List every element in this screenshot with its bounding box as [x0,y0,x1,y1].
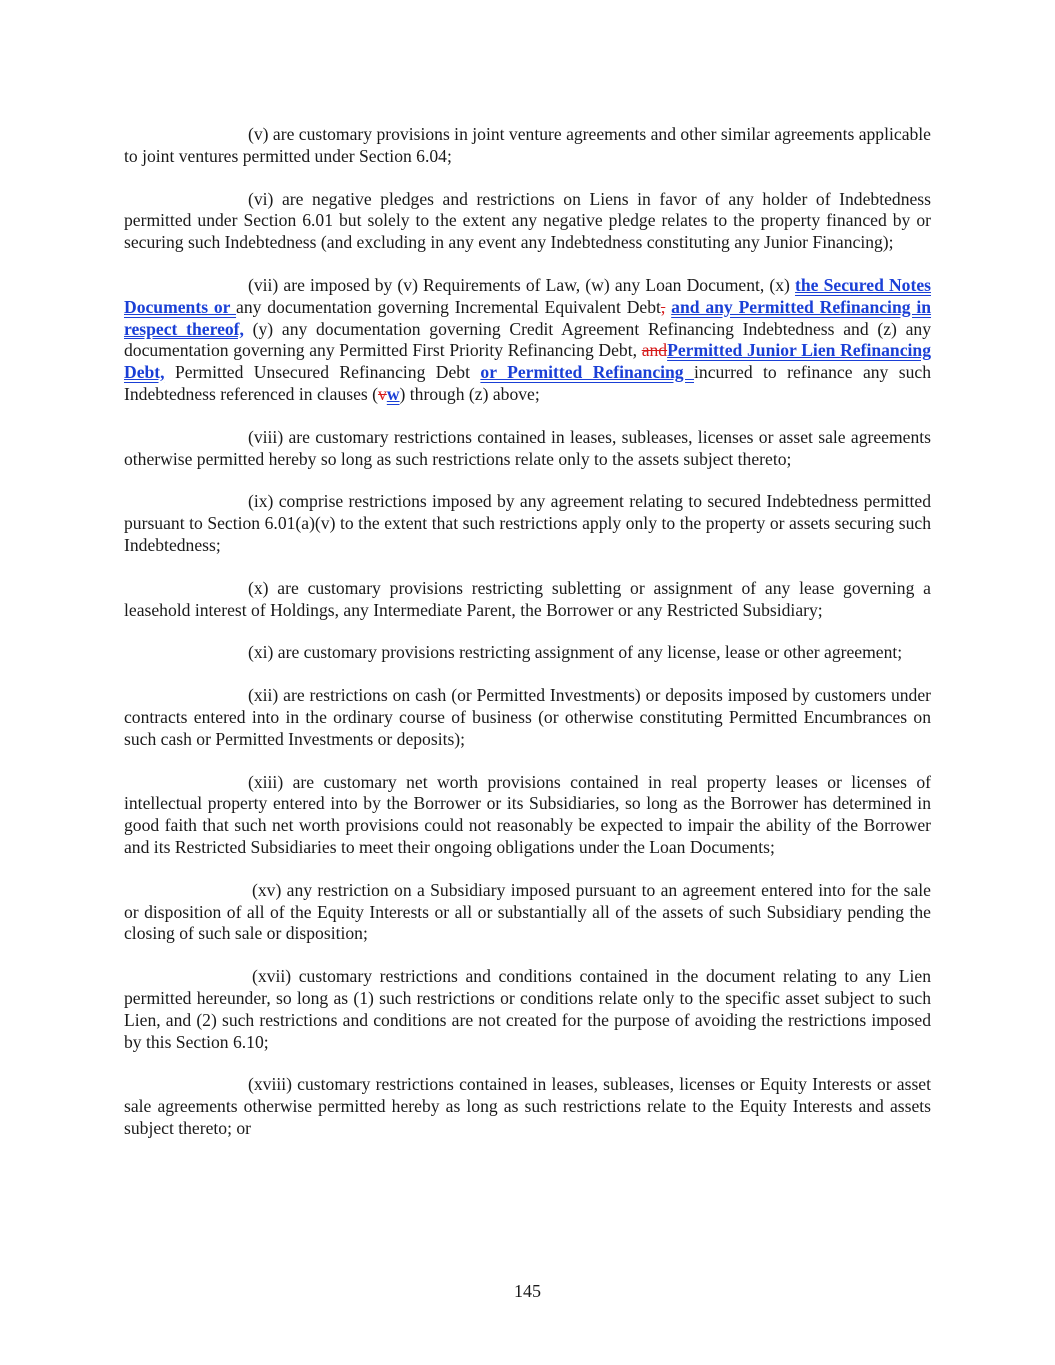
deleted-text: v [378,383,387,404]
paragraph-xvii [124,966,931,1053]
inserted-text: or Permitted Refinancing [480,362,695,383]
paragraph-text: (xvii) customary restrictions and conditions contained in the document relating to any Lien permitted hereunder, so long as (1) such restrictions or conditions relate only to the specific asset subject to such Lien, and (2) such restrictions and conditions are not created for the purpose of avoiding the restrictions imposed by this Section 6.10; [124,966,931,1052]
inserted-text: Permitted Junior Lien Refinancing Debt, [124,340,931,383]
page-number: 145 [514,1281,541,1301]
paragraph-xi [124,642,931,664]
paragraph-xiii [124,772,931,859]
paragraph-text: (xi) are customary provisions restricting assignment of any license, lease or other agreement; [248,642,903,663]
paragraph-xv [124,880,931,945]
paragraph-text: (xii) are restrictions on cash (or Permitted Investments) or deposits imposed by customers under contracts entered into in the ordinary course of business (or otherwise constituting Permitted Encumbrances on such cash or Permitted Investments or deposits); [124,685,931,749]
paragraph-text: Permitted Unsecured Refinancing Debt [164,362,481,383]
paragraph-vi [124,189,931,254]
paragraph-text: (vi) are negative pledges and restrictions on Liens in favor of any holder of Indebtedness permitted under Section 6.01 but solely to the extent any negative pledge relates to the property financed by or securing such Indebtedness (and excluding in any event any Indebtedness constituting any Junior Financing); [124,188,931,253]
paragraph-viii [124,427,931,471]
inserted-text: the Secured Notes Documents or [124,274,931,317]
paragraph-text: any documentation governing Incremental Equivalent Debt [236,296,661,317]
document-body [124,124,931,1161]
paragraph-text: (xiii) are customary net worth provisions contained in real property leases or licenses of intellectual property entered into by the Borrower or its Subsidiaries, so long as the Borrower has determined in good faith that such net worth provisions could not reasonably be expected to impair the ability of the Borrower and its Restricted Subsidiaries to meet their ongoing obligations under the Loan Documents; [124,771,931,857]
paragraph-v [124,124,931,168]
paragraph-text: (xviii) customary restrictions contained in leases, subleases, licenses or Equity Interests or asset sale agreements otherwise permitted hereby as long as such restrictions relate to the Equity Interests and assets subject thereto; or [124,1074,931,1138]
paragraph-text: (v) are customary provisions in joint venture agreements and other similar agreements applicable to joint ventures permitted under Section 6.04; [124,124,931,166]
paragraph-text: (vii) are imposed by (v) Requirements of Law, (w) any Loan Document, (x) [248,274,796,295]
paragraph-text: (y) any documentation governing Credit Agreement Refinancing Indebtedness and (z) any documentation governing any Permitted First Priority Refinancing Debt, [124,318,931,361]
inserted-text: w [386,383,400,404]
paragraph-vii [124,275,931,406]
paragraph-text: (x) are customary provisions restricting subletting or assignment of any lease governing a leasehold interest of Holdings, any Intermediate Parent, the Borrower or any Restricted Subsidiary; [124,577,931,620]
deleted-text: and [641,340,668,361]
paragraph-ix [124,491,931,556]
paragraph-text: (viii) are customary restrictions contained in leases, subleases, licenses or asset sale agreements otherwise permitted hereby so long as such restrictions relate only to the assets subject thereto; [124,426,931,469]
paragraph-xviii [124,1074,931,1139]
paragraph-x [124,578,931,622]
paragraph-text: ) through (z) above; [399,383,540,404]
paragraph-text: (xv) any restriction on a Subsidiary imposed pursuant to an agreement entered into for the sale or disposition of all of the Equity Interests or all or substantially all of the assets of such Subsidiary pending the closing of such sale or disposition; [124,879,931,944]
paragraph-text: (ix) comprise restrictions imposed by any agreement relating to secured Indebtedness permitted pursuant to Section 6.01(a)(v) to the extent that such restrictions apply only to the property or assets securing such Indebtedness; [124,491,931,555]
deleted-text: , [660,296,666,317]
paragraph-xii [124,685,931,750]
inserted-text: and any Permitted Refinancing in respect thereof, [124,296,932,339]
paragraph-text: incurred to refinance any such Indebtedness referenced in clauses ( [124,362,931,404]
